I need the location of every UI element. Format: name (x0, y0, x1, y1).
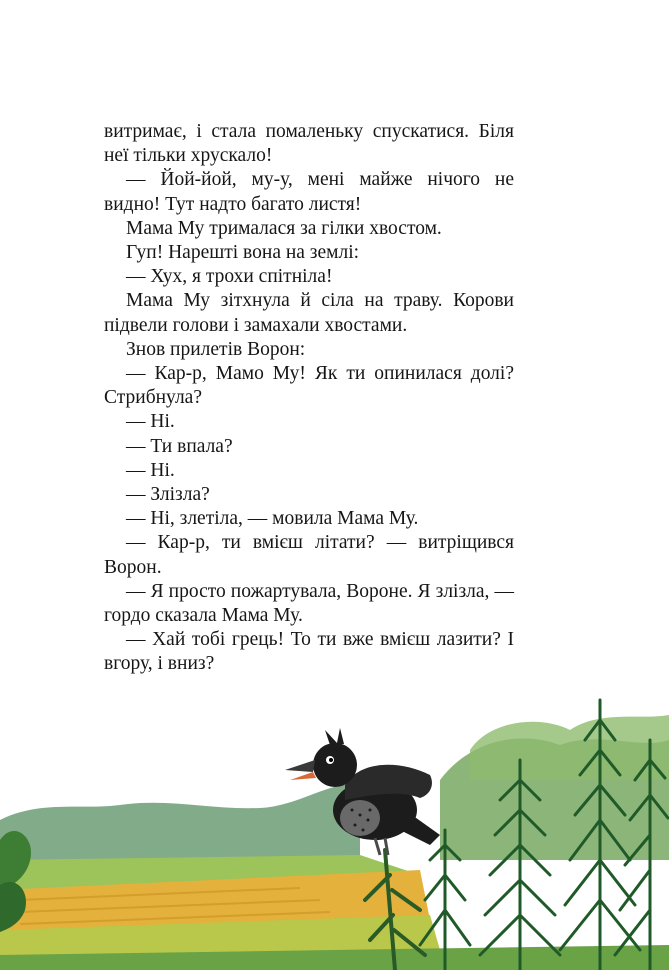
paragraph-6: Знов прилетів Ворон: (126, 338, 306, 360)
paragraph-12: — Ні, злетіла, — мовила Мама Му. (126, 508, 419, 530)
paragraph-14: — Я просто пожартувала, Вороне. Я злізла, — гордо сказала Мама Му. (104, 580, 514, 627)
paragraph-4: — Хух, я трохи спітніла! (126, 266, 333, 288)
paragraph-0: витримає, і стала помаленьку спускатися. Біля неї тільки хрускало! (104, 121, 514, 167)
story-text (104, 120, 514, 677)
paragraph-5: Мама Му зітхнула й сіла на траву. Корови підвели голови і замахали хвостами. (104, 290, 514, 336)
paragraph-10: — Ні. (126, 459, 175, 481)
paragraph-13: — Кар-р, ти вмієш літати? — витріщився Ворон. (104, 532, 514, 578)
paragraph-11: — Злізла? (126, 484, 210, 506)
paragraph-7: — Кар-р, Мамо Му! Як ти опинилася долі? Стрибнула? (104, 363, 514, 409)
paragraph-1: — Йой-йой, му-у, мені майже нічого не видно! Тут надто багато листя! (104, 169, 514, 215)
paragraph-9: — Ти впала? (126, 435, 233, 457)
paragraph-8: — Ні. (126, 411, 175, 433)
fields (0, 855, 669, 970)
distant-trees (0, 715, 669, 860)
paragraph-3: Гуп! Нарешті вона на землі: (126, 242, 360, 264)
crow-landscape-illustration (0, 660, 669, 970)
paragraph-15: — Хай тобі грець! То ти вже вмієш лазити? І вгору, і вниз? (104, 629, 514, 675)
paragraph-2: Мама Му трималася за гілки хвостом. (126, 217, 442, 239)
